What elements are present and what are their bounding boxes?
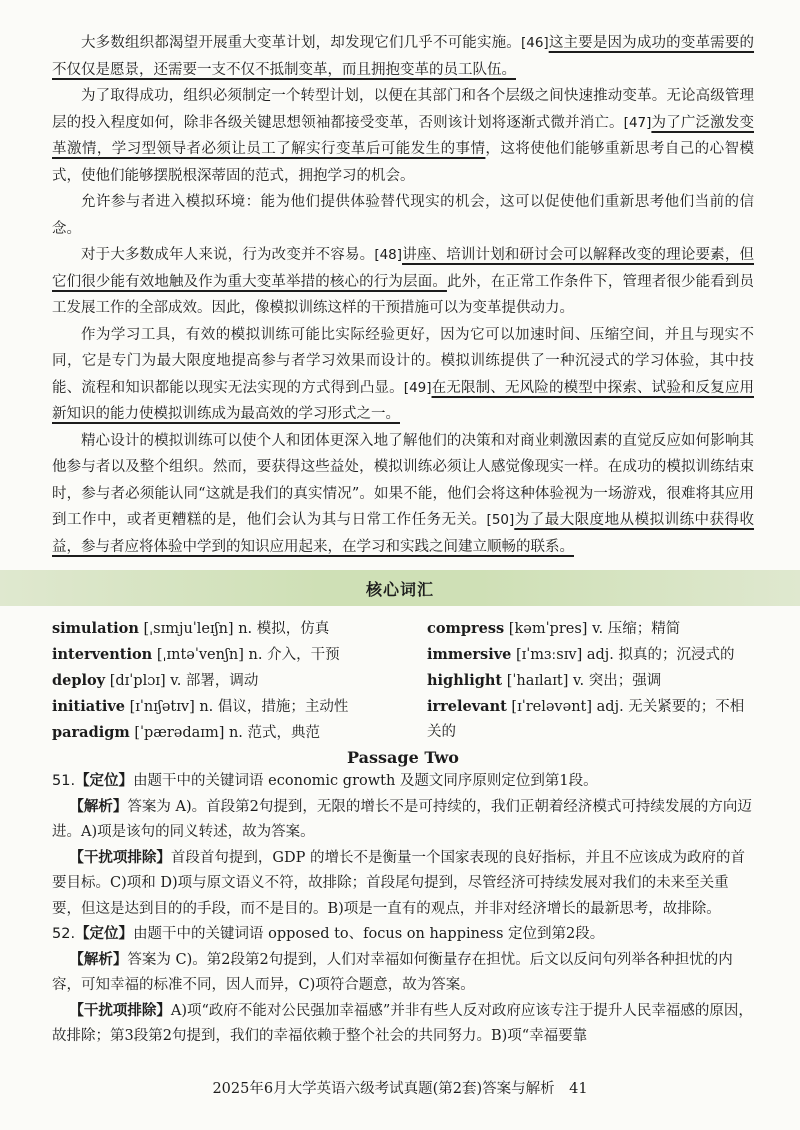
- underlined-answer-sentence: 这主要是因为成功的变革需要的不仅仅是愿景，还需要一支不仅不抵制变革，而且拥抱变革的员工队伍。: [52, 35, 755, 78]
- vocab-ipa: [ˈpærədaɪm]: [134, 725, 225, 741]
- blank-number-50: [50]: [486, 512, 515, 528]
- question-number: 51.: [52, 773, 76, 789]
- vocab-word: initiative: [52, 698, 126, 715]
- vocab-entry: [52, 720, 417, 746]
- vocab-ipa: [ɪˈnɪʃətɪv]: [129, 699, 195, 715]
- paragraph-text: 对于大多数成年人来说，行为改变并不容易。: [81, 247, 375, 263]
- passage-paragraph-3: [52, 189, 754, 242]
- vocab-entry: [427, 642, 754, 668]
- underlined-answer-sentence: 为了最大限度地从模拟训练中获得收益，参与者应将体验中学到的知识应用起来，在学习和实践之间建立顺畅的联系。: [52, 512, 755, 555]
- vocab-entry: [52, 694, 417, 720]
- vocab-definition: v. 部署，调动: [170, 673, 259, 689]
- locate-text: 由题干中的关键词语 opposed to、focus on happiness 定位到第2段。: [133, 926, 605, 942]
- vocab-ipa: [ˌsɪmjuˈleɪʃn]: [143, 621, 234, 637]
- vocab-entry: [427, 616, 754, 642]
- passage-paragraph-6: [52, 428, 754, 561]
- paragraph-text: 此外，在正常工作条件下，管理者很少能看到员工发展工作的全部成效。因此，像模拟训练这样的干预措施可以为变革提供动力。: [52, 273, 755, 316]
- question-locate: [52, 922, 754, 948]
- vocab-word: paradigm: [52, 724, 130, 741]
- vocab-ipa: [ɪˈmɜːsɪv]: [516, 647, 583, 663]
- vocab-column-left: [52, 616, 417, 746]
- locate-tag: 【定位】: [75, 773, 134, 789]
- vocab-entry: [427, 694, 754, 745]
- passage-paragraph-5: [52, 322, 754, 428]
- paragraph-text: 为了取得成功，组织必须制定一个转型计划，以便在其部门和各个层级之间快速推动变革。无论高级管理层的投入程度如何，除非各级关键思想领袖都接受变革，否则该计划将逐渐式微并消亡。: [52, 88, 754, 131]
- underlined-answer-sentence: 为了广泛激发变革激情，学习型领导者必须让员工了解实行变革后可能发生的事情: [52, 114, 754, 157]
- vocab-definition: adj. 拟真的；沉浸式的: [586, 647, 735, 663]
- vocab-word: intervention: [52, 646, 153, 663]
- vocab-word: immersive: [427, 646, 512, 663]
- vocab-section-title: 核心词汇: [365, 579, 434, 599]
- vocab-word: compress: [427, 620, 505, 637]
- distractor-text: 首段首句提到，GDP 的增长不是衡量一个国家表现的良好指标，并且不应该成为政府的首要目标。C)项和 D)项与原文语义不符，故排除；首段尾句提到，尽管经济可持续发展对我们的未来至关重要，但这是达到目的的手段，而不是目的。B)项是一直有的观点，并非对经济增长的最新思考，故排除。: [52, 849, 745, 917]
- vocab-word: irrelevant: [427, 698, 507, 715]
- vocab-entry: [427, 668, 754, 694]
- vocab-ipa: [ˈhaɪlaɪt]: [506, 673, 569, 689]
- blank-number-48: [48]: [374, 247, 403, 263]
- blank-number-49: [49]: [403, 379, 432, 396]
- vocab-list: [52, 616, 754, 746]
- analysis-tag: 【解析】: [69, 798, 128, 815]
- vocab-definition: v. 突出；强调: [573, 673, 662, 689]
- locate-text: 由题干中的关键词语 economic growth 及题文同序原则定位到第1段。: [133, 773, 598, 789]
- vocab-definition: n. 倡议，措施；主动性: [199, 699, 349, 715]
- vocab-definition: adj. 无关紧要的；不相关的: [427, 699, 745, 740]
- analysis-text: 答案为 C)。第2段第2句提到，人们对幸福如何衡量存在担忧。后文以反问句列举各种担忧的内容，可知幸福的标准不同，因人而异，C)项符合题意，故为答案。: [52, 951, 733, 993]
- question-number: 52.: [52, 926, 76, 942]
- page-footer: 2025年6月大学英语六级考试真题(第2套)答案与解析 41: [212, 1081, 588, 1097]
- vocab-column-right: [427, 616, 754, 746]
- analysis-tag: 【解析】: [69, 951, 128, 968]
- vocab-ipa: [ɪˈreləvənt]: [511, 699, 593, 715]
- vocab-entry: [52, 642, 417, 668]
- question-distractors: [52, 846, 754, 923]
- distractor-tag: 【干扰项排除】: [69, 1002, 171, 1019]
- passage-paragraph-4: [52, 242, 754, 322]
- vocab-definition: n. 范式，典范: [228, 725, 321, 741]
- passage-paragraph-2: [52, 83, 754, 189]
- vocab-definition: n. 模拟，仿真: [238, 621, 330, 637]
- vocab-definition: v. 压缩；精简: [592, 621, 681, 637]
- underlined-answer-sentence: 讲座、培训计划和研讨会可以解释改变的理论要素，但它们很少能有效地触及作为重大变革举措的核心的行为层面。: [52, 247, 755, 290]
- passage-two-heading: Passage Two: [347, 748, 459, 767]
- paragraph-text: 大多数组织都渴望开展重大变革计划，却发现它们几乎不可能实施。: [81, 35, 521, 51]
- vocab-word: deploy: [52, 672, 106, 689]
- paragraph-text: ，这将使他们能够重新思考自己的心智模式，使他们能够摆脱根深蒂固的范式，拥抱学习的机会。: [52, 141, 754, 184]
- vocab-entry: [52, 668, 417, 694]
- vocab-word: highlight: [427, 672, 503, 689]
- vocab-entry: [52, 616, 417, 642]
- passage-paragraph-1: [52, 30, 754, 83]
- distractor-tag: 【干扰项排除】: [69, 849, 171, 866]
- vocab-section-banner: [0, 570, 800, 606]
- vocab-ipa: [dɪˈplɔɪ]: [109, 673, 166, 689]
- analysis-text: 答案为 A)。首段第2句提到，无限的增长不是可持续的，我们正朝着经济模式可持续发展的方向迈进。A)项是该句的同义转述，故为答案。: [52, 798, 752, 840]
- question-analysis: [52, 795, 754, 846]
- question-51: [52, 769, 754, 922]
- vocab-word: simulation: [52, 620, 139, 637]
- paragraph-text: 精心设计的模拟训练可以使个人和团体更深入地了解他们的决策和对商业刺激因素的直觉反应如何影响其他参与者以及整个组织。然而，要获得这些益处，模拟训练必须让人感觉像现实一样。在成功的模拟训练结束时，参与者必须能认同“这就是我们的真实情况”。如果不能，他们会将这种体验视为一场游戏，很难将其应用到工作中，或者更糟糕的是，他们会认为其与日常工作任务无关。: [52, 432, 754, 528]
- question-analysis: [52, 948, 754, 999]
- blank-number-47: [47]: [623, 114, 652, 131]
- locate-tag: 【定位】: [75, 926, 134, 942]
- distractor-text: A)项“政府不能对公民强加幸福感”并非有些人反对政府应该专注于提升人民幸福感的原因，故排除；第3段第2句提到，我们的幸福依赖于整个社会的共同努力。B)项“幸福要靠: [52, 1002, 753, 1044]
- paragraph-text: 作为学习工具，有效的模拟训练可能比实际经验更好，因为它可以加速时间、压缩空间，并且与现实不同，它是专门为最大限度地提高参与者学习效果而设计的。模拟训练提供了一种沉浸式的学习体验，其中技能、流程和知识都能以现实无法实现的方式得到凸显。: [52, 326, 754, 396]
- blank-number-46: [46]: [520, 35, 549, 51]
- vocab-ipa: [kəmˈpres]: [508, 621, 588, 637]
- paragraph-text: 允许参与者进入模拟环境：能为他们提供体验替代现实的机会，这可以促使他们重新思考他们当前的信念。: [52, 194, 754, 237]
- vocab-ipa: [ˌɪntəˈvenʃn]: [156, 647, 244, 663]
- question-distractors: [52, 999, 754, 1050]
- underlined-answer-sentence: 在无限制、无风险的模型中探索、试验和反复应用新知识的能力使模拟训练成为最高效的学习形式之一。: [52, 379, 754, 422]
- question-locate: [52, 769, 754, 795]
- vocab-definition: n. 介入，干预: [248, 647, 340, 663]
- question-52: [52, 922, 754, 1050]
